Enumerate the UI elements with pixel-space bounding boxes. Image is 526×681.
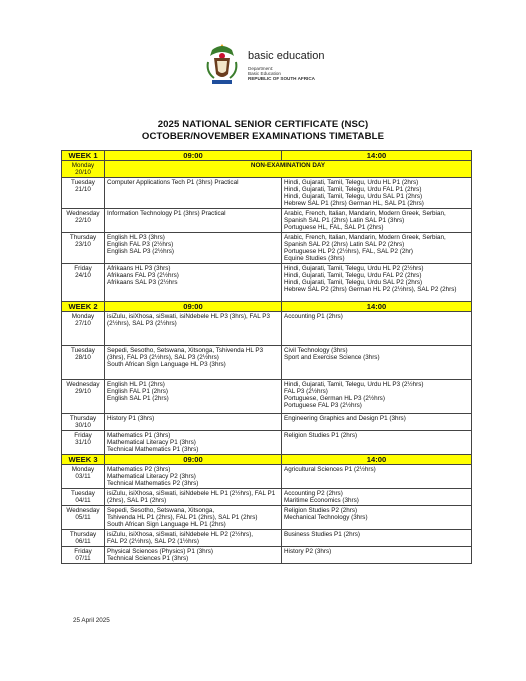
day-date: Tuesday [71,178,95,186]
exam-day-row [62,380,472,414]
exam-entry: Mechanical Technology (3hrs) [284,513,368,521]
day-cell [62,312,105,346]
coat-of-arms-icon [204,42,240,88]
day-cell [62,547,105,564]
exam-day-row [62,178,472,209]
exam-entry: FAL P3 (2½hrs) [284,387,328,395]
exam-entry: Engineering Graphics and Design P1 (3hrs) [284,414,406,422]
day-date: Wednesday [66,209,100,217]
exam-entry: FAL P2 (2½hrs), SAL P2 (1½hrs) [107,537,199,545]
exam-entry: Accounting P2 (2hrs) [284,489,343,497]
day-cell [62,161,105,178]
dept-line: REPUBLIC OF SOUTH AFRICA [248,76,315,82]
day-date: 03/11 [75,472,91,480]
exam-day-row [62,209,472,233]
day-cell [62,465,105,489]
day-date: Wednesday [66,380,100,388]
day-date: Thursday [69,414,97,422]
day-date: 20/10 [75,168,91,176]
day-cell [62,178,105,209]
exam-entry: English FAL P3 (2½hrs) [107,240,174,248]
afternoon-exam-cell [282,380,472,414]
week-header-row [62,455,472,465]
dbe-logo [204,42,334,90]
afternoon-exam-cell [282,264,472,302]
exam-entry: English FAL P1 (2hrs) [107,387,169,395]
exam-entry: Technical Mathematics P1 (3hrs) [107,445,199,453]
exam-day-row [62,530,472,547]
exam-entry: Agricultural Sciences P1 (2½hrs) [284,465,376,473]
day-cell [62,530,105,547]
day-date: 23/10 [75,240,91,248]
exam-entry: Portuguese, German HL P3 (2½hrs) [284,394,385,402]
day-date: 06/11 [75,537,91,545]
exam-entry: Hindi, Gujarati, Tamil, Telegu, Urdu HL P3 (2½hrs) [284,380,424,388]
exam-entry: Afrikaans FAL P3 (2½hrs) [107,271,179,279]
day-cell [62,431,105,455]
day-date: 24/10 [75,271,91,279]
morning-exam-cell [105,346,282,380]
exam-entry: Hindi, Gujarati, Tamil, Telegu, Urdu SAL P1 (2hrs) [284,192,423,200]
day-date: Friday [74,547,92,555]
exam-day-row [62,506,472,530]
document-subtitle: OCTOBER/NOVEMBER EXAMINATIONS TIMETABLE [141,131,385,142]
day-cell [62,506,105,530]
morning-session-header: 09:00 [105,302,282,312]
day-date: Tuesday [71,489,95,497]
exam-day-row [62,264,472,302]
day-date: Monday [71,465,95,473]
exam-entry: Business Studies P1 (2hrs) [284,530,360,538]
day-date: Friday [74,264,92,272]
exam-entry: Portuguese FAL P3 (2½hrs) [284,401,362,409]
timetable [61,150,472,564]
morning-exam-cell [105,178,282,209]
morning-exam-cell [105,465,282,489]
exam-entry: English SAL P1 (2hrs) [107,394,169,402]
exam-entry: Civil Technology (3hrs) [284,346,348,354]
day-date: 22/10 [75,216,91,224]
exam-entry: Hindi, Gujarati, Tamil, Telegu, Urdu HL P2 (2½hrs) [284,264,424,272]
exam-entry: Religion Studies P1 (2hrs) [284,431,358,439]
morning-session-header: 09:00 [105,455,282,465]
exam-entry: South African Sign Language HL P3 (3hrs) [107,360,226,368]
exam-day-row [62,414,472,431]
day-cell [62,264,105,302]
day-date: Monday [71,161,95,169]
day-date: Thursday [69,530,97,538]
exam-entry: South African Sign Language HL P1 (2hrs) [107,520,226,528]
day-date: 29/10 [75,387,91,395]
day-cell [62,489,105,506]
exam-entry: Sepedi, Sesotho, Setswana, Xitsonga, [107,506,215,514]
footer-date: 25 April 2025 [73,617,110,624]
afternoon-session-header: 14:00 [282,302,472,312]
exam-entry: Technical Sciences P1 (3hrs) [107,554,189,562]
week-label: WEEK 2 [62,302,105,312]
exam-day-row [62,547,472,564]
afternoon-exam-cell [282,346,472,380]
exam-entry: Information Technology P1 (3hrs) Practical [107,209,226,217]
exam-entry: Maritime Economics (3hrs) [284,496,359,504]
day-date: Wednesday [66,506,100,514]
morning-exam-cell [105,506,282,530]
afternoon-exam-cell [282,209,472,233]
day-date: 31/10 [75,438,91,446]
day-date: 21/10 [75,185,91,193]
exam-entry: Mathematical Literacy P1 (3hrs) [107,438,196,446]
exam-entry: Hindi, Gujarati, Tamil, Telegu, Urdu FAL P2 (2hrs) [284,271,422,279]
morning-exam-cell [105,489,282,506]
brand-name: basic education [248,50,325,62]
exam-entry: Computer Applications Tech P1 (3hrs) Practical [107,178,239,186]
exam-entry: Accounting P1 (2hrs) [284,312,343,320]
day-date: Tuesday [71,346,95,354]
afternoon-session-header: 14:00 [282,455,472,465]
afternoon-session-header: 14:00 [282,151,472,161]
exam-day-row [62,312,472,346]
morning-exam-cell [105,233,282,264]
exam-entry: Physical Sciences (Physics) P1 (3hrs) [107,547,214,555]
exam-entry: Mathematics P1 (3hrs) [107,431,171,439]
day-date: 27/10 [75,319,91,327]
week-label: WEEK 3 [62,455,105,465]
exam-entry: History P2 (3hrs) [284,547,332,555]
exam-entry: English SAL P3 (2½hrs) [107,247,174,255]
exam-entry: Mathematics P2 (3hrs) [107,465,171,473]
day-cell [62,209,105,233]
day-date: 04/11 [75,496,91,504]
exam-entry: Arabic, French, Italian, Mandarin, Modern Greek, Serbian, Spanish SAL P1 (2hrs) Latin SAL P1 (3hrs) [284,209,446,224]
exam-entry: isiZulu, isiXhosa, siSwati, isiNdebele HL P1 (2½hrs), FAL P1 (2hrs), SAL P1 (2hrs) [107,489,276,504]
exam-entry: English HL P1 (2hrs) [107,380,165,388]
exam-day-row [62,431,472,455]
week-label: WEEK 1 [62,151,105,161]
day-date: 07/11 [75,554,91,562]
morning-exam-cell [105,431,282,455]
exam-entry: Afrikaans SAL P3 (2½hrs [107,278,178,286]
exam-entry: Afrikaans HL P3 (3hrs) [107,264,171,272]
week-header-row [62,302,472,312]
exam-entry: English HL P3 (3hrs) [107,233,165,241]
day-date: Friday [74,431,92,439]
exam-entry: Religion Studies P2 (2hrs) [284,506,358,514]
morning-exam-cell [105,312,282,346]
exam-entry: Portuguese HL, FAL, SAL P1 (2hrs) [284,223,384,231]
afternoon-exam-cell [282,233,472,264]
exam-entry: isiZulu, isiXhosa, siSwati, isiNdebele HL P2 (2½hrs), [107,530,254,538]
afternoon-exam-cell [282,465,472,489]
day-date: Thursday [69,233,97,241]
exam-entry: Arabic, French, Italian, Mandarin, Modern Greek, Serbian, Spanish SAL P2 (2hrs) Latin SAL P2 (2hrs) [284,233,446,248]
morning-exam-cell [105,380,282,414]
exam-entry: Sport and Exercise Science (3hrs) [284,353,380,361]
exam-entry: Tshivenda HL P1 (2hrs), FAL P1 (2hrs), SAL P1 (2hrs) [107,513,258,521]
exam-entry: Equine Studies (3hrs) [284,254,345,262]
afternoon-exam-cell [282,431,472,455]
morning-exam-cell [105,264,282,302]
day-date: 28/10 [75,353,91,361]
non-exam-day: NON-EXAMINATION DAY [105,161,472,178]
exam-day-row [62,233,472,264]
afternoon-exam-cell [282,530,472,547]
exam-entry: Hindi, Gujarati, Tamil, Telegu, Urdu FAL P1 (2hrs) [284,185,422,193]
morning-session-header: 09:00 [105,151,282,161]
week-header-row [62,151,472,161]
exam-day-row [62,346,472,380]
exam-entry: Hindi, Gujarati, Tamil, Telegu, Urdu SAL P2 (2hrs) [284,278,423,286]
exam-entry: Portuguese HL P2 (2½hrs), FAL, SAL P2 (2hr) [284,247,414,255]
exam-entry: History P1 (3hrs) [107,414,155,422]
exam-day-row [62,465,472,489]
day-cell [62,414,105,431]
exam-day-row [62,489,472,506]
exam-entry: Sepedi, Sesotho, Setswana, Xitsonga, Tshivenda HL P3 (3hrs), FAL P3 (2½hrs), SAL P3 (2½hrs) [107,346,264,361]
exam-entry: Hindi, Gujarati, Tamil, Telegu, Urdu HL P1 (2hrs) [284,178,419,186]
morning-exam-cell [105,547,282,564]
day-cell [62,233,105,264]
morning-exam-cell [105,530,282,547]
dept-line: Basic Education [248,71,281,77]
day-date: 30/10 [75,421,91,429]
exam-day-row [62,161,472,178]
exam-entry: Technical Mathematics P2 (3hrs) [107,479,199,487]
afternoon-exam-cell [282,414,472,431]
day-date: Monday [71,312,95,320]
exam-entry: isiZulu, isiXhosa, siSwati, isiNdebele HL P3 (3hrs), FAL P3 (2½hrs), SAL P3 (2½hrs) [107,312,270,327]
morning-exam-cell [105,209,282,233]
day-cell [62,346,105,380]
afternoon-exam-cell [282,178,472,209]
day-cell [62,380,105,414]
timetable-body [62,151,472,564]
exam-entry: Hebrew SAL P1 (2hrs) German HL, SAL P1 (2hrs) [284,199,424,207]
department-text [248,66,315,82]
day-date: 05/11 [75,513,91,521]
afternoon-exam-cell [282,547,472,564]
afternoon-exam-cell [282,312,472,346]
exam-entry: Hebrew SAL P2 (2hrs) German HL P2 (2½hrs), SAL P2 (2hrs) [284,285,457,293]
afternoon-exam-cell [282,506,472,530]
morning-exam-cell [105,414,282,431]
dept-line: Department: [248,66,274,71]
document-title: 2025 NATIONAL SENIOR CERTIFICATE (NSC) [157,119,369,130]
afternoon-exam-cell [282,489,472,506]
exam-entry: Mathematical Literacy P2 (3hrs) [107,472,196,480]
